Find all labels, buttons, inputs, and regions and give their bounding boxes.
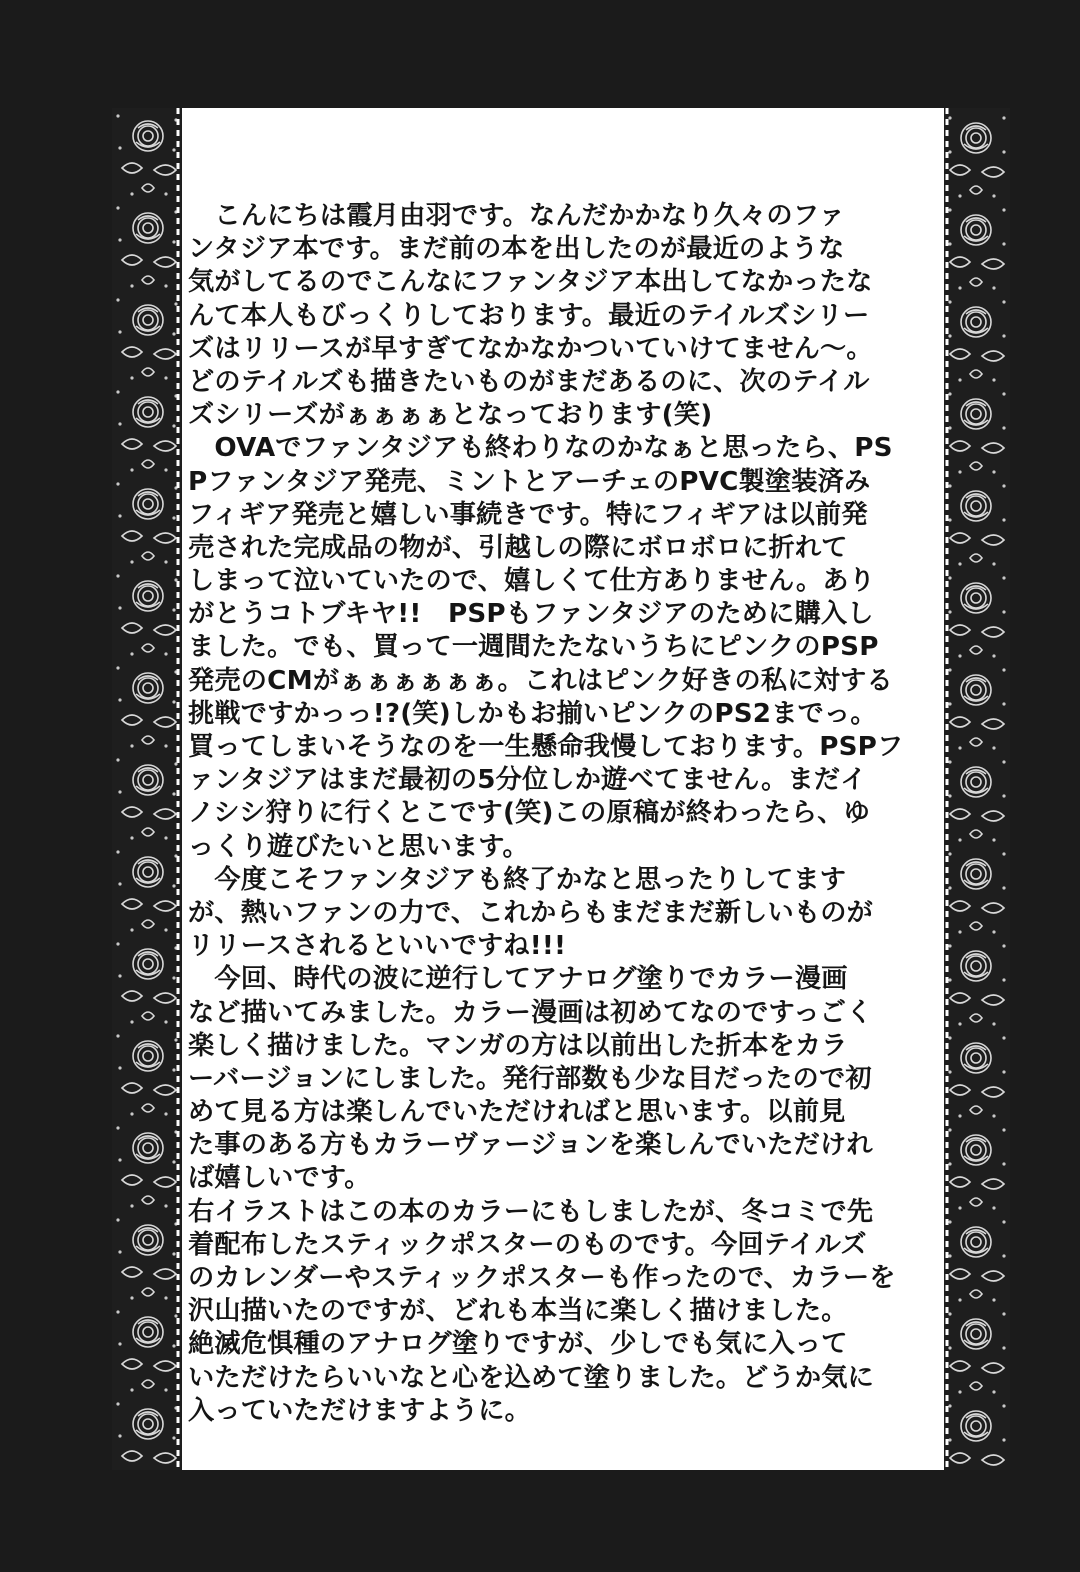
lace-border-right bbox=[944, 108, 1010, 1470]
text-line: ば嬉しいです。 bbox=[188, 1163, 371, 1194]
text-line: ズはリリースが早すぎてなかなかついていけてません～。 bbox=[188, 333, 873, 364]
text-line: 楽しく描けました。マンガの方は以前出した折本をカラ bbox=[188, 1030, 848, 1061]
paragraph-future bbox=[188, 864, 940, 964]
text-line: OVAでファンタジアも終わりなのかなぁと思ったら、PS bbox=[188, 433, 893, 464]
rose-lace-icon bbox=[944, 108, 1010, 1470]
text-line: 買ってしまいそうなのを一生懸命我慢しております。PSPフ bbox=[188, 732, 904, 762]
text-line: こんにちは霞月由羽です。なんだかかなり久々のファ bbox=[188, 201, 846, 231]
text-line: んて本人もびっくりしております。最近のテイルズシリー bbox=[188, 300, 870, 331]
text-line: いただけたらいいなと心を込めて塗りました。どうか気に bbox=[188, 1362, 875, 1393]
text-line: 今回、時代の波に逆行してアナログ塗りでカラー漫画 bbox=[188, 964, 848, 995]
text-line: 沢山描いたのですが、どれも本当に楽しく描けました。 bbox=[188, 1296, 848, 1327]
text-line: 今度こそファンタジアも終了かなと思ったりしてます bbox=[188, 864, 847, 895]
text-line: ズシリーズがぁぁぁぁとなっております(笑) bbox=[188, 400, 713, 431]
text-line: どのテイルズも描きたいものがまだあるのに、次のテイル bbox=[188, 366, 870, 397]
text-line: 右イラストはこの本のカラーにもしましたが、冬コミで先 bbox=[188, 1196, 874, 1227]
text-line: 入っていただけますように。 bbox=[188, 1395, 532, 1426]
text-line: ノシシ狩りに行くとこです(笑)この原稿が終わったら、ゆ bbox=[188, 798, 871, 829]
text-body bbox=[188, 200, 940, 1426]
text-line: フィギア発売と嬉しい事続きです。特にフィギアは以前発 bbox=[188, 499, 868, 530]
paragraph-news bbox=[188, 432, 940, 863]
text-line: 絶滅危惧種のアナログ塗りですが、少しでも気に入って bbox=[188, 1329, 848, 1360]
text-line: しまって泣いていたので、嬉しくて仕方ありません。あり bbox=[188, 566, 876, 597]
paragraph-color-manga bbox=[188, 963, 940, 1195]
text-line: が、熱いファンの力で、これからもまだまだ新しいものが bbox=[188, 897, 874, 928]
text-line: た事のある方もカラーヴァージョンを楽しんでいただけれ bbox=[188, 1130, 873, 1161]
rose-lace-icon bbox=[112, 108, 182, 1470]
text-line: 挑戦ですかっっ!?(笑)しかもお揃いピンクのPS2までっ。 bbox=[188, 698, 877, 729]
text-line: など描いてみました。カラー漫画は初めてなのですっごく bbox=[188, 997, 873, 1028]
text-line: ンタジア本です。まだ前の本を出したのが最近のような bbox=[188, 234, 845, 265]
text-line: っくり遊びたいと思います。 bbox=[188, 831, 529, 862]
text-line: ました。でも、買って一週間たたないうちにピンクのPSP bbox=[188, 632, 879, 663]
text-line: ーバージョンにしました。発行部数も少な目だったので初 bbox=[188, 1063, 872, 1094]
text-line: 気がしてるのでこんなにファンタジア本出してなかったな bbox=[188, 267, 873, 298]
text-line: のカレンダーやスティックポスターも作ったので、カラーを bbox=[188, 1263, 896, 1293]
text-line: Pファンタジア発売、ミントとアーチェのPVC製塗装済み bbox=[188, 466, 871, 497]
paragraph-greeting bbox=[188, 200, 940, 432]
text-line: がとうコトブキヤ!! PSPもファンタジアのために購入し bbox=[188, 599, 874, 630]
text-line: ァンタジアはまだ最初の5分位しか遊べてません。まだイ bbox=[188, 765, 867, 796]
text-line: 売された完成品の物が、引越しの際にボロボロに折れて bbox=[188, 532, 848, 563]
text-line: リリースされるといいですね!!! bbox=[188, 931, 567, 962]
text-line: 発売のCMがぁぁぁぁぁぁ。これはピンク好きの私に対する bbox=[188, 665, 893, 696]
lace-border-left bbox=[112, 108, 182, 1470]
paragraph-illustration bbox=[188, 1196, 940, 1428]
text-line: めて見る方は楽しんでいただければと思います。以前見 bbox=[188, 1097, 846, 1128]
text-line: 着配布したスティックポスターのものです。今回テイルズ bbox=[188, 1229, 867, 1260]
